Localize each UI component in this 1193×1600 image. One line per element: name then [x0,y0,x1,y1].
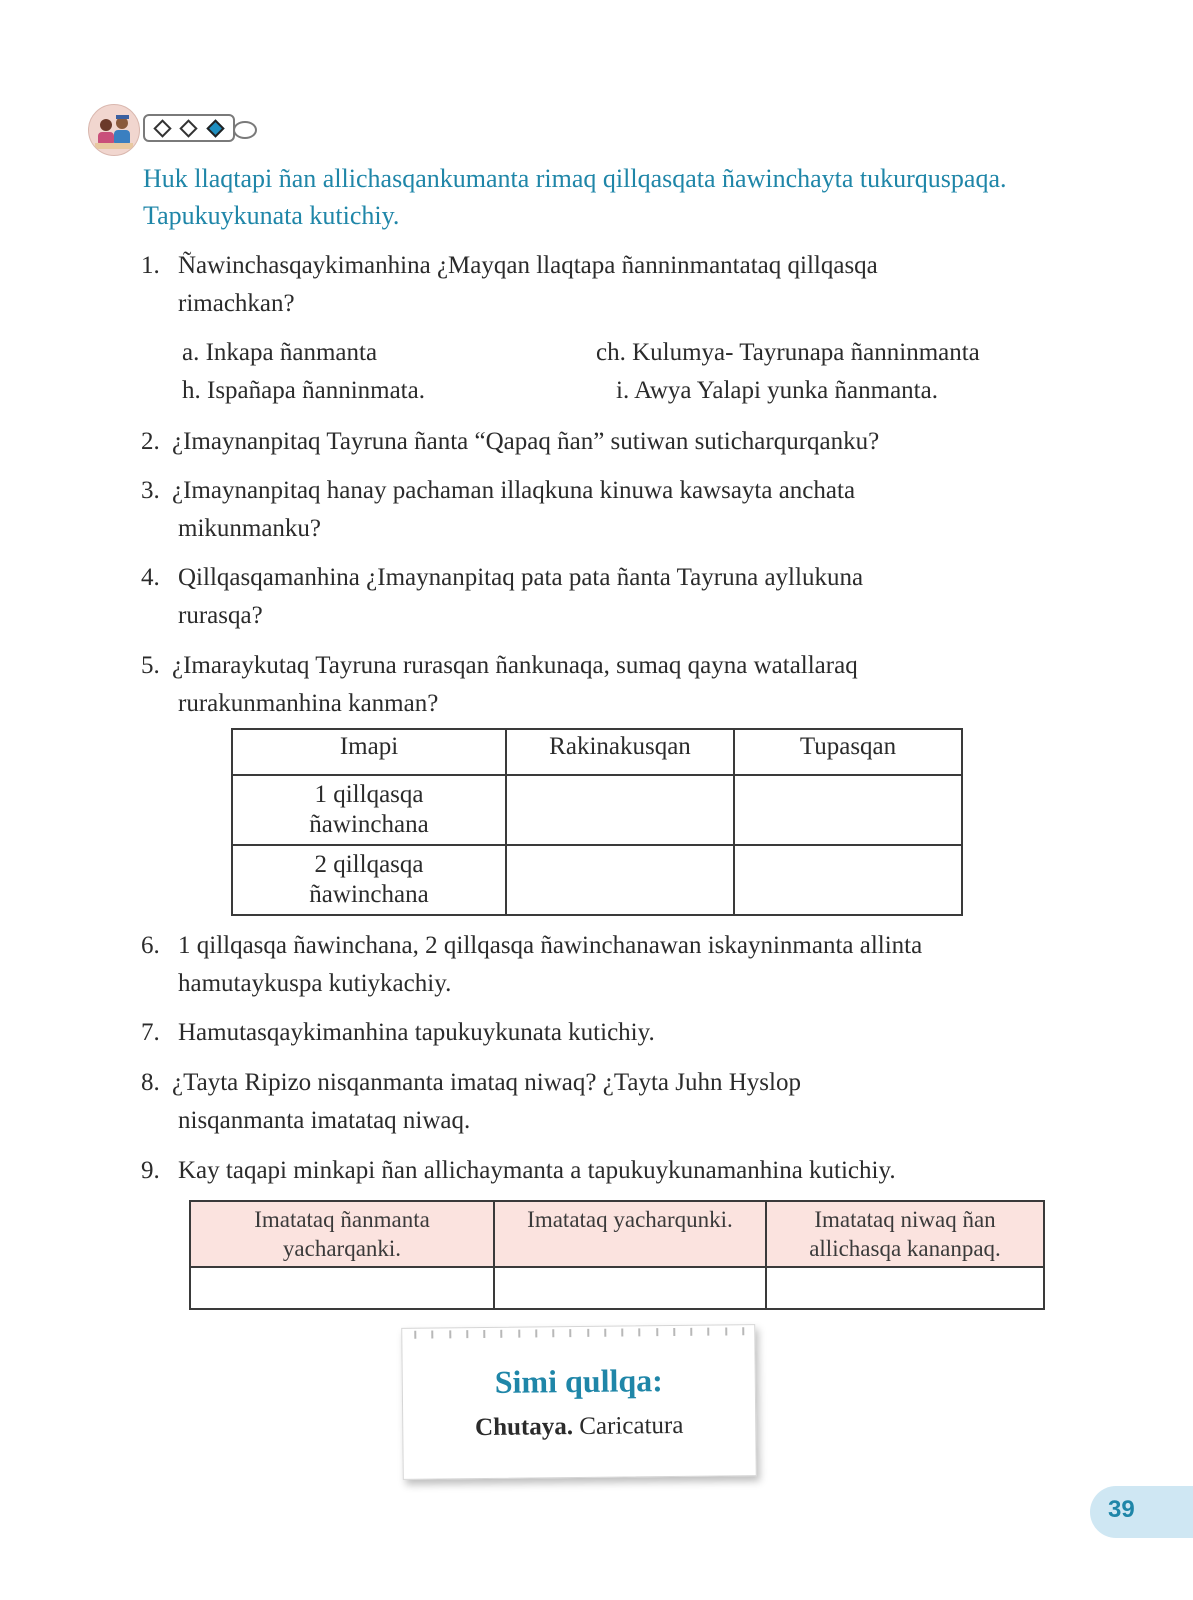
question-number: 3. [141,477,160,504]
diamond-filled-icon [206,119,224,137]
answer-cell[interactable] [734,775,962,845]
question-text: nisqanmanta imatataq niwaq. [178,1107,471,1134]
question-text: Hamutasqaykimanhina tapukuykunata kutichiy. [178,1019,655,1046]
table-header-cell: Imatataq yacharqunki. [494,1201,766,1267]
question-text: ¿Imaynanpitaq Tayruna ñanta “Qapaq ñan” sutiwan suticharqurqanku? [172,428,880,455]
table-header-row [190,1201,1044,1267]
table-header-cell: Rakinakusqan [506,729,734,775]
question-number: 8. [141,1069,160,1096]
table-row [232,775,962,845]
vocabulary-entry [403,1411,755,1443]
question-number: 2. [141,428,160,455]
question-text: Qillqasqamanhina ¿Imaynanpitaq pata pata ñanta Tayruna ayllukuna [178,564,864,591]
question-number: 9. [141,1157,160,1184]
answer-cell[interactable] [766,1267,1044,1309]
question-text: hamutaykuspa kutiykachiy. [178,970,452,997]
notebook-perforation [414,1327,744,1340]
answer-cell[interactable] [506,845,734,915]
table-header-row [232,729,962,775]
table-cell: 2 qillqasqa ñawinchana [232,845,506,915]
students-icon [88,104,140,156]
diamond-outline-icon [180,119,198,137]
table-header-cell: Imatataq niwaq ñan allichasqa kananpaq. [766,1201,1044,1267]
question-text: Ñawinchasqaykimanhina ¿Mayqan llaqtapa ñanninmantataq qillqasqa [178,252,878,279]
answer-cell[interactable] [734,845,962,915]
question-number: 5. [141,652,160,679]
instruction-text: Huk llaqtapi ñan allichasqankumanta rimaq qillqasqata ñawinchayta tukurquspaqa. Tapukuykunata kutichiy. [143,164,1007,230]
option-h: h. Ispañapa ñanninmata. [182,377,425,404]
question-number: 4. [141,564,160,591]
table-header-cell: Tupasqan [734,729,962,775]
question-text: ¿Imaraykutaq Tayruna rurasqan ñankunaqa, sumaq qayna watallaraq [172,652,858,679]
option-i: i. Awya Yalapi yunka ñanmanta. [616,377,938,404]
table-row [190,1267,1044,1309]
question-text: Kay taqapi minkapi ñan allichaymanta a tapukuykunamanhina kutichiy. [178,1157,896,1184]
question-text: ¿Tayta Ripizo nisqanmanta imataq niwaq? ¿Tayta Juhn Hyslop [172,1069,801,1096]
table-header-cell: Imapi [232,729,506,775]
table-cell: 1 qillqasqa ñawinchana [232,775,506,845]
vocabulary-card [401,1324,757,1480]
question-text: rurasqa? [178,602,263,629]
diamond-outline-icon [153,119,171,137]
answer-cell[interactable] [506,775,734,845]
question-text: mikunmanku? [178,515,322,542]
option-ch: ch. Kulumya- Tayrunapa ñanninmanta [596,339,980,366]
tag-loop-icon [233,121,257,139]
page-number: 39 [1108,1496,1135,1523]
answer-cell[interactable] [494,1267,766,1309]
question-number: 6. [141,932,160,959]
vocabulary-meaning: Caricatura [572,1411,684,1441]
answer-table [189,1200,1045,1310]
question-text: 1 qillqasqa ñawinchana, 2 qillqasqa ñawinchanawan iskayninmanta allinta [178,932,923,959]
vocabulary-title: Simi qullqa: [494,1362,663,1400]
comparison-table [231,728,963,916]
option-a: a. Inkapa ñanmanta [182,339,378,366]
question-text: rurakunmanhina kanman? [178,690,439,717]
vocabulary-term: Chutaya. [474,1413,574,1442]
question-number: 1. [141,252,160,279]
question-text: rimachkan? [178,290,295,317]
table-header-cell: Imatataq ñanmanta yacharqanki. [190,1201,494,1267]
question-text: ¿Imaynanpitaq hanay pachaman illaqkuna kinuwa kawsayta anchata [172,477,856,504]
page-number-tab [1090,1486,1193,1538]
question-number: 7. [141,1019,160,1046]
answer-cell[interactable] [190,1267,494,1309]
level-indicator [143,114,235,142]
table-row [232,845,962,915]
